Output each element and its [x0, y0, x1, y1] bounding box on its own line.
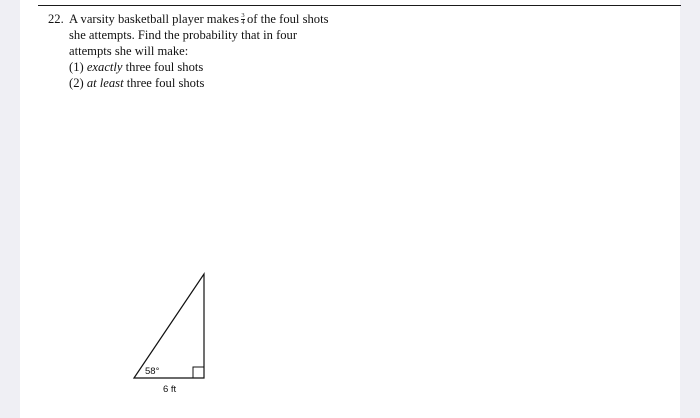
- question-number: 22.: [48, 12, 64, 26]
- sub-question-1: (1) exactly three foul shots: [69, 60, 204, 74]
- question-text: [69, 11, 389, 91]
- fraction-three-fourths: [241, 13, 245, 26]
- line1-post: of the foul shots: [246, 12, 329, 26]
- fraction-numerator: 3: [241, 11, 245, 19]
- emphasis-exactly: exactly: [86, 60, 123, 74]
- line1-pre: A varsity basketball player makes: [69, 12, 239, 26]
- triangle-outline: [134, 274, 204, 378]
- emphasis-at-least: at least: [86, 76, 124, 90]
- right-triangle-diagram: [132, 268, 232, 408]
- fraction-denominator: 4: [241, 18, 245, 26]
- angle-label: 58°: [145, 366, 160, 377]
- sub-question-2: (2) at least three foul shots: [69, 76, 205, 90]
- triangle-svg: [132, 268, 232, 403]
- base-label: 6 ft: [163, 384, 177, 395]
- question-line-2: she attempts. Find the probability that in four: [69, 28, 298, 42]
- question-line-3: attempts she will make:: [69, 44, 189, 58]
- worksheet-page: [20, 0, 680, 418]
- right-angle-marker: [193, 367, 204, 378]
- top-divider: [38, 5, 681, 6]
- question-line-1: [69, 11, 389, 27]
